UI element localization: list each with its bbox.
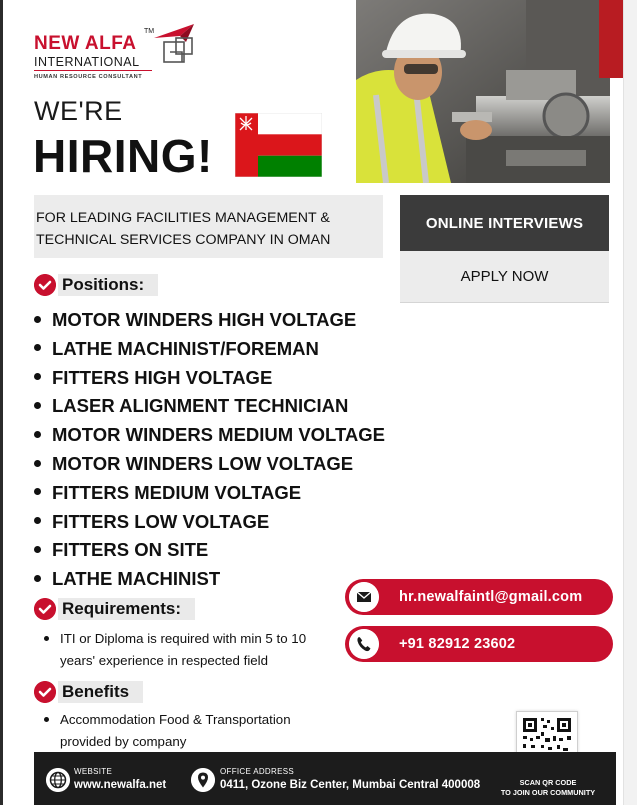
logo-divider <box>34 70 152 71</box>
logo-name-mid: INTERNATIONAL <box>34 55 140 69</box>
website-link[interactable]: www.newalfa.net <box>74 779 167 791</box>
check-circle-icon <box>34 598 56 620</box>
logo-trademark: TM <box>144 28 155 35</box>
logo-name-top: NEW ALFA <box>34 33 137 54</box>
logo-tagline: HUMAN RESOURCE CONSULTANT <box>34 74 143 80</box>
email-contact-pill[interactable] <box>345 579 613 615</box>
phone-text[interactable]: +91 82912 23602 <box>399 636 516 652</box>
list-item: MOTOR WINDERS MEDIUM VOLTAGE <box>34 421 385 450</box>
bullet-icon <box>34 344 41 351</box>
benefits-list <box>44 709 344 753</box>
email-text[interactable]: hr.newalfaintl@gmail.com <box>399 589 583 605</box>
bullet-icon <box>34 546 41 553</box>
list-item: FITTERS LOW VOLTAGE <box>34 508 385 537</box>
company-line-2: TECHNICAL SERVICES COMPANY IN OMAN <box>36 232 331 248</box>
left-edge-strip <box>0 0 3 805</box>
qr-caption <box>490 778 606 798</box>
website-label: WEBSITE <box>74 767 113 776</box>
list-item: FITTERS ON SITE <box>34 536 385 565</box>
location-pin-icon <box>191 768 215 792</box>
headline-were: WE'RE <box>34 96 123 126</box>
positions-heading <box>34 274 158 296</box>
headline-hiring: HIRING! <box>33 130 213 182</box>
benefits-heading <box>34 681 143 703</box>
photo-right-gap <box>610 78 623 183</box>
check-circle-icon <box>34 274 56 296</box>
footer-bar <box>34 752 616 805</box>
check-circle-icon <box>34 681 56 703</box>
list-item: MOTOR WINDERS HIGH VOLTAGE <box>34 306 385 335</box>
phone-icon <box>349 629 379 659</box>
qr-caption-line-2: TO JOIN OUR COMMUNITY <box>500 788 596 797</box>
phone-contact-pill[interactable] <box>345 626 613 662</box>
list-item: Accommodation Food & Transportation provided by company <box>44 709 344 753</box>
office-address: 0411, Ozone Biz Center, Mumbai Central 400008 <box>220 779 481 791</box>
list-item: LASER ALIGNMENT TECHNICIAN <box>34 392 385 421</box>
apply-now-button[interactable]: APPLY NOW <box>400 251 609 303</box>
office-label: OFFICE ADDRESS <box>220 767 294 776</box>
mail-icon <box>349 582 379 612</box>
bullet-icon <box>34 373 41 380</box>
oman-flag-icon <box>235 113 322 177</box>
right-edge-strip <box>623 0 637 805</box>
positions-list <box>34 306 385 594</box>
list-item: LATHE MACHINIST <box>34 565 385 594</box>
bullet-icon <box>34 402 41 409</box>
online-interviews-badge: ONLINE INTERVIEWS <box>400 195 609 251</box>
bullet-icon <box>34 431 41 438</box>
list-item: ITI or Diploma is required with min 5 to 10 years' experience in respected field <box>44 628 344 672</box>
globe-icon <box>46 768 70 792</box>
logo-airplane-icon <box>150 18 202 70</box>
list-item: MOTOR WINDERS LOW VOLTAGE <box>34 450 385 479</box>
requirements-heading <box>34 598 195 620</box>
bullet-icon <box>44 636 49 641</box>
positions-heading-label: Positions: <box>58 274 158 296</box>
bullet-icon <box>34 575 41 582</box>
company-line-1: FOR LEADING FACILITIES MANAGEMENT & <box>36 210 330 226</box>
bullet-icon <box>44 717 49 722</box>
bullet-icon <box>34 517 41 524</box>
list-item: FITTERS MEDIUM VOLTAGE <box>34 479 385 508</box>
requirements-heading-label: Requirements: <box>58 598 195 620</box>
bullet-icon <box>34 460 41 467</box>
benefits-heading-label: Benefits <box>58 681 143 703</box>
list-item: LATHE MACHINIST/FOREMAN <box>34 335 385 364</box>
bullet-icon <box>34 316 41 323</box>
list-item: FITTERS HIGH VOLTAGE <box>34 364 385 393</box>
worker-lathe-photo <box>356 0 610 183</box>
requirements-list <box>44 628 344 672</box>
bullet-icon <box>34 488 41 495</box>
qr-caption-line-1: SCAN QR CODE <box>519 778 577 787</box>
corner-red-accent <box>599 0 623 78</box>
company-description <box>36 207 381 251</box>
